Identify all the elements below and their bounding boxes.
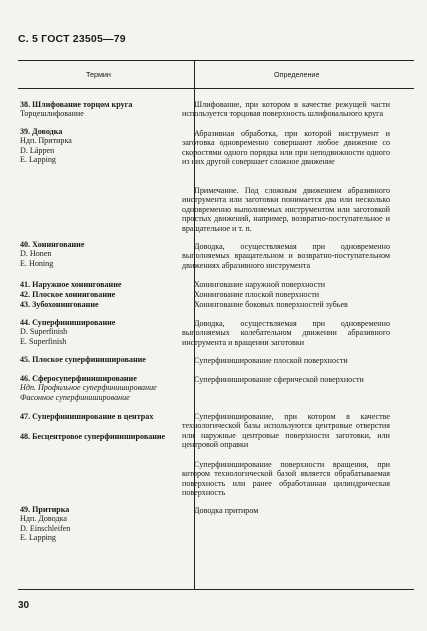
term-44-en: E. Superfinish xyxy=(20,336,67,346)
term-39 xyxy=(20,127,174,165)
term-43-title: 43. Зубохонингование xyxy=(20,300,99,309)
term-40 xyxy=(20,240,174,268)
term-49 xyxy=(20,505,174,543)
term-44-title: 44. Суперфиниширование xyxy=(20,318,116,327)
term-43 xyxy=(20,300,174,309)
term-41 xyxy=(20,280,174,289)
term-48-title: 48. Бесцентровое суперфиниширование xyxy=(20,432,166,441)
term-49-en: E. Lapping xyxy=(20,533,56,543)
definition-41: Хонингование наружной поверхности xyxy=(194,280,326,289)
term-40-en: E. Honing xyxy=(20,258,54,268)
term-47 xyxy=(20,412,174,421)
term-42-title: 42. Плоское хонингование xyxy=(20,290,116,299)
definition-44: Доводка, осуществляемая при одновременно выполняемых колебательном движении абразивного инструмента и вращении заготовки xyxy=(182,319,390,347)
term-49-de: D. Einschleifen xyxy=(20,523,71,533)
term-44-de: D. Superfinish xyxy=(20,327,68,337)
definition-48: Суперфиниширование поверхности вращения, при котором технологической базой является обрабатываемая поверхность или ранее обработанная цилиндрическая поверхность xyxy=(182,460,390,498)
document-header: С. 5 ГОСТ 23505—79 xyxy=(18,33,126,45)
term-39-de: D. Läppen xyxy=(20,145,55,155)
term-45 xyxy=(20,355,174,364)
definition-38: Шлифование, при котором в качестве режущей части используется торцовая поверхность шлифовального круга xyxy=(182,100,390,119)
term-40-de: D. Honen xyxy=(20,249,52,259)
term-38 xyxy=(20,100,174,119)
term-42 xyxy=(20,290,174,299)
definition-47: Суперфиниширование, при котором в качестве технологической базы используются центровые отверстия или наружные центровые поверхности заготовки, или центровой оправки xyxy=(182,412,390,450)
definition-43: Хонингование боковых поверхностей зубьев xyxy=(194,300,348,309)
term-46 xyxy=(20,374,174,402)
term-49-ndp: Ндп. Доводка xyxy=(20,514,68,524)
term-45-title: 45. Плоское суперфиниширование xyxy=(20,355,146,364)
term-40-title: 40. Хонингование xyxy=(20,240,85,249)
column-header-definitions: Определение xyxy=(274,70,320,79)
page-number: 30 xyxy=(18,600,30,611)
term-38-synonym: Торцешлифование xyxy=(20,109,84,119)
term-46-ndp: Ндп. Профильное суперфиниширование xyxy=(20,383,157,393)
term-48 xyxy=(20,432,174,441)
column-header-terms: Термин xyxy=(86,70,111,79)
definition-40: Доводка, осуществляемая при одновременно выполняемых вращательном и возвратно-поступательном движениях абразивного инструмента xyxy=(182,242,390,270)
definition-45: Суперфиниширование плоской поверхности xyxy=(194,356,348,365)
definition-46: Суперфиниширование сферической поверхности xyxy=(194,375,364,384)
term-47-title: 47. Суперфиниширование в центрах xyxy=(20,412,154,421)
term-46-fasonnoe: Фасонное суперфиниширование xyxy=(20,392,130,402)
definition-39-note: Примечание. Под сложным движением абразивного инструмента или заготовки понимается два или несколько одновременно выполняемых инструментом или заготовкой простых движений, например, возвратно-поступательное и вращательное и т. п. xyxy=(182,186,390,233)
term-38-title: 38. Шлифование торцом круга xyxy=(20,100,133,109)
term-44 xyxy=(20,318,174,346)
definition-39: Абразивная обработка, при которой инструмент и заготовка одновременно совершают любое движение со скоростями одного порядка или при неподвижности одного из них другой совершает сложное движение xyxy=(182,129,390,167)
term-49-title: 49. Притирка xyxy=(20,505,70,514)
term-39-ndp: Ндп. Притирка xyxy=(20,136,72,146)
term-46-title: 46. Сферосуперфиниширование xyxy=(20,374,137,383)
term-39-en: E. Lapping xyxy=(20,155,56,165)
definition-49: Доводка притиром xyxy=(194,506,259,515)
term-41-title: 41. Наружное хонингование xyxy=(20,280,122,289)
definition-42: Хонингование плоской поверхности xyxy=(194,290,320,299)
header-rule xyxy=(18,88,414,89)
term-39-title: 39. Доводка xyxy=(20,127,63,136)
